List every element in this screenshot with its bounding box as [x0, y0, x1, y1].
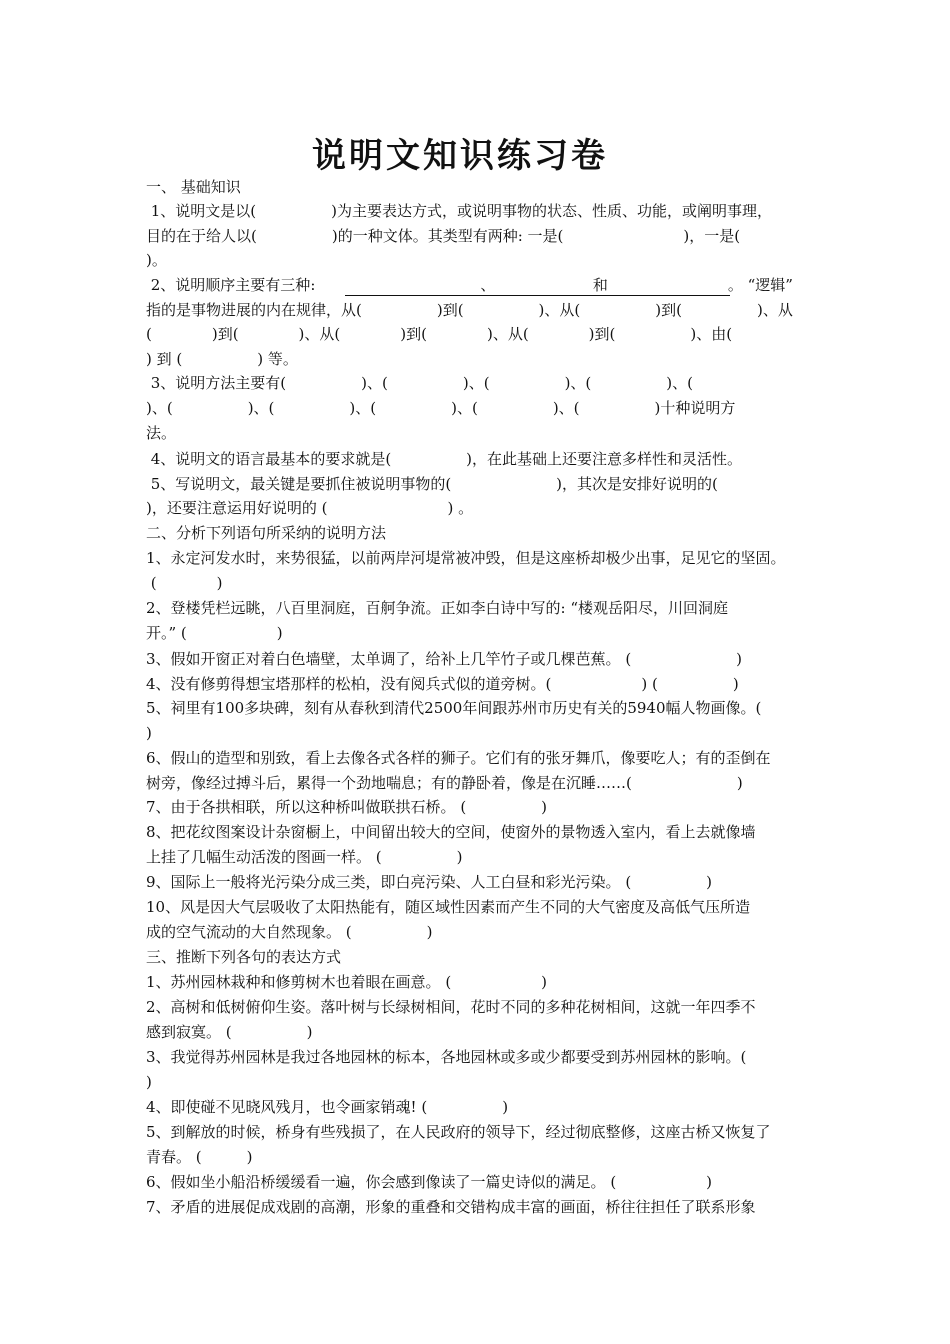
text-line: ( )到( )、从( )到( )、从( )到( )、由( [146, 325, 733, 343]
text-line: 5、写说明文，最关键是要抓住被说明事物的( )，其次是安排好说明的( [146, 475, 718, 493]
answer-underline [345, 295, 730, 296]
text-line: 2、高树和低树俯仰生姿。落叶树与长绿树相间，花时不同的多种花树相间，这就一年四季不 [146, 998, 756, 1016]
text-line: 4、没有修剪得想宝塔那样的松柏，没有阅兵式似的道旁树。( ) ( ) [146, 675, 739, 693]
section-heading-expression: 三、推断下列各句的表达方式 [146, 948, 342, 966]
text-line: ( ) [146, 574, 223, 592]
text-line: 1、说明文是以( )为主要表达方式，或说明事物的状态、性质、功能，或阐明事理， [146, 202, 773, 220]
text-line: 10、风是因大气层吸收了太阳热能有，随区域性因素而产生不同的大气密度及高低气压所造 [146, 898, 751, 916]
text-line: 1、苏州园林栽种和修剪树木也着眼在画意。 ( ) [146, 973, 548, 991]
text-line: 7、矛盾的进展促成戏剧的高潮，形象的重叠和交错构成丰富的画面，桥往往担任了联系形象 [146, 1198, 756, 1216]
text-line: 9、国际上一般将光污染分成三类，即白亮污染、人工白昼和彩光污染。 ( ) [146, 873, 713, 891]
text-line: 3、假如开窗正对着白色墙壁，太单调了，给补上几竿竹子或几棵芭蕉。 ( ) [146, 650, 743, 668]
text-line: 上挂了几幅生动活泼的图画一样。 ( ) [146, 848, 463, 866]
text-line: 5、祠里有100多块碑，刻有从春秋到清代2500年间跟苏州市历史有关的5940幅人物画像。( [146, 699, 762, 717]
text-line: )，还要注意运用好说明的 ( ) 。 [146, 499, 474, 517]
section-heading-basics: 一、 基础知识 [146, 178, 241, 196]
text-line: 指的是事物进展的内在规律，从( )到( )、从( )到( )、从 [146, 301, 793, 319]
page-title: 说明文知识练习卷 [312, 136, 608, 176]
text-line: 3、说明方法主要有( )、( )、( )、( )、( [146, 374, 693, 392]
text-line: 3、我觉得苏州园林是我过各地园林的标本，各地园林或多或少都要受到苏州园林的影响。( [146, 1048, 747, 1066]
text-line: 树旁，像经过搏斗后，累得一个劲地喘息；有的静卧着，像是在沉睡……( ) [146, 774, 743, 792]
text-line: 4、说明文的语言最基本的要求就是( )，在此基础上还要注意多样性和灵活性。 [146, 450, 743, 468]
text-line: ) 到 ( ) 等。 [146, 350, 298, 368]
text-line: ) [146, 1073, 152, 1091]
text-line: 4、即使碰不见晓风残月，也令画家销魂! ( ) [146, 1098, 509, 1116]
text-line: 2、登楼凭栏远眺，八百里洞庭，百舸争流。正如李白诗中写的: “楼观岳阳尽，川回洞庭 [146, 599, 729, 617]
text-line: 目的在于给人以( )的一种文体。其类型有两种: 一是( )，一是( [146, 227, 741, 245]
text-line: 5、到解放的时候，桥身有些残损了，在人民政府的领导下，经过彻底整修，这座古桥又恢复了 [146, 1123, 771, 1141]
text-line: ) [146, 724, 152, 742]
text-line: )、( )、( )、( )、( )、( )十种说明方 [146, 399, 736, 417]
text-line: )。 [146, 251, 167, 269]
text-line: 7、由于各拱相联，所以这种桥叫做联拱石桥。 ( ) [146, 798, 548, 816]
text-line: 青春。 ( ) [146, 1148, 253, 1166]
text-line: 开。” ( ) [146, 624, 283, 642]
text-line: 8、把花纹图案设计杂窗橱上，中间留出较大的空间，使窗外的景物透入室内，看上去就像墙 [146, 823, 756, 841]
text-line: 6、假如坐小船沿桥缓缓看一遍，你会感到像读了一篇史诗似的满足。 ( ) [146, 1173, 713, 1191]
text-line: 2、说明顺序主要有三种: 、 和 。 “逻辑” [146, 276, 793, 294]
section-heading-methods: 二、分析下列语句所采纳的说明方法 [146, 524, 387, 542]
text-line: 1、永定河发水时，来势很猛，以前两岸河堤常被冲毁，但是这座桥却极少出事，足见它的坚固。 [146, 549, 786, 567]
text-line: 成的空气流动的大自然现象。 ( ) [146, 923, 433, 941]
text-line: 6、假山的造型和别致，看上去像各式各样的狮子。它们有的张牙舞爪，像要吃人；有的歪倒在 [146, 749, 771, 767]
text-line: 感到寂寞。 ( ) [146, 1023, 313, 1041]
text-line: 法。 [146, 424, 177, 442]
